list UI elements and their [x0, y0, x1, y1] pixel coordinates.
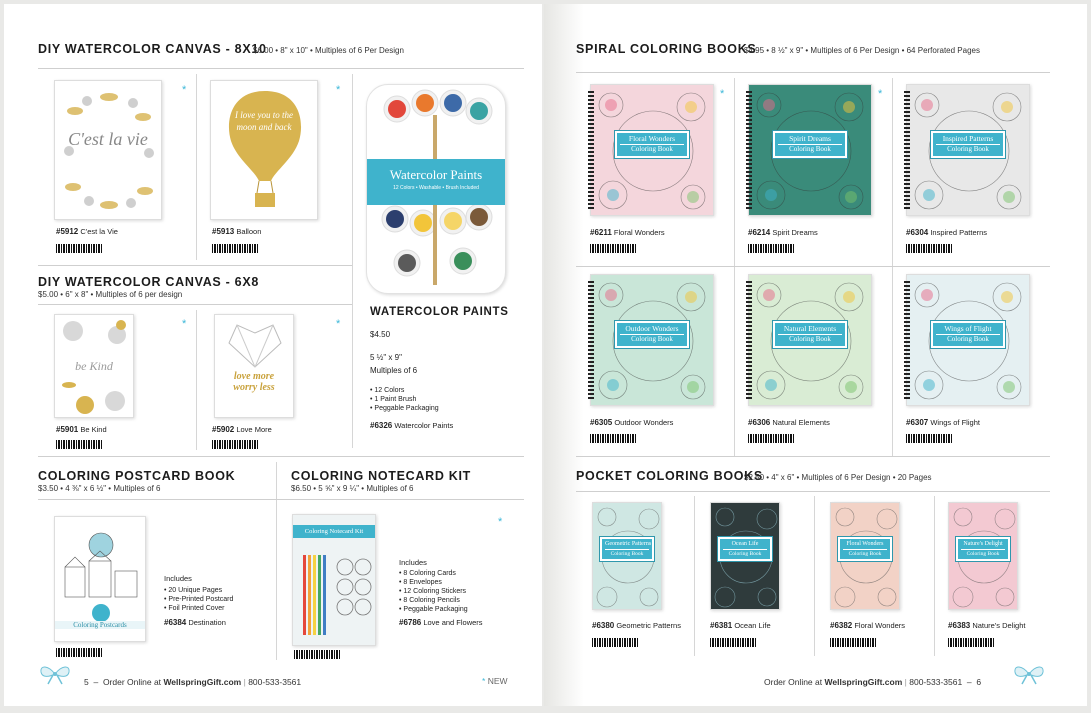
cover-title: Floral Wonders — [620, 135, 684, 145]
footer-new-legend — [482, 676, 508, 686]
feature-item: • Foil Printed Cover — [164, 604, 233, 613]
product-code-label — [906, 418, 980, 427]
product-code: #6382 — [830, 621, 853, 630]
product-name: Natural Elements — [772, 418, 830, 427]
paint-color — [470, 208, 488, 226]
product-image-6214[interactable] — [748, 84, 872, 216]
pocket-title: POCKET COLORING BOOKS — [576, 469, 763, 483]
divider — [38, 304, 352, 305]
cover-subtitle: Coloring Book — [631, 335, 673, 344]
divider — [934, 496, 935, 656]
feature-item: • Pre-Printed Postcard — [164, 595, 233, 604]
product-code: #6305 — [590, 418, 613, 427]
barcode — [212, 440, 258, 449]
product-name: C'est la Vie — [80, 227, 118, 236]
feature-item: • Peggable Packaging — [370, 404, 439, 413]
product-code: #6383 — [948, 621, 971, 630]
divider — [38, 456, 524, 457]
product-name: Floral Wonders — [854, 621, 906, 630]
barcode — [56, 244, 102, 253]
footer-dash: – — [93, 677, 99, 687]
barcode — [592, 638, 638, 647]
product-code-label — [590, 228, 665, 237]
paints-features — [370, 386, 439, 413]
cover-subtitle: Coloring Book — [610, 550, 644, 557]
product-code: #6384 — [164, 618, 187, 627]
feature-item: • 8 Envelopes — [399, 578, 468, 587]
product-name: Balloon — [236, 227, 262, 236]
left-page — [4, 4, 542, 706]
divider — [196, 310, 197, 450]
spiral-title: SPIRAL COLORING BOOKS — [576, 42, 757, 56]
product-code-label — [592, 621, 681, 630]
divider — [38, 499, 276, 500]
barcode — [748, 434, 794, 443]
cover-title: Natural Elements — [778, 325, 842, 335]
barcode — [590, 244, 636, 253]
product-image-6381[interactable] — [710, 502, 780, 610]
heart-art — [215, 315, 294, 418]
feature-item: • 8 Coloring Pencils — [399, 596, 468, 605]
product-code: #6306 — [748, 418, 771, 427]
divider — [196, 74, 197, 260]
canvas8-info: $6.00 • 8" x 10" • Multiples of 6 Per Design — [253, 46, 404, 55]
divider — [892, 78, 893, 456]
cover-subtitle: Coloring Book — [631, 145, 673, 154]
barcode — [294, 650, 340, 659]
product-image-6211[interactable] — [590, 84, 714, 216]
barcode — [948, 638, 994, 647]
postcard-info: $3.50 • 4 ⅜" x 6 ½" • Multiples of 6 — [38, 484, 161, 493]
footer-order-text: Order Online at — [102, 677, 162, 687]
cover-title: Geometric Patterns — [605, 541, 649, 550]
product-name: Destination — [188, 618, 226, 627]
cover-label — [931, 131, 1005, 158]
paint-color — [444, 212, 462, 230]
cover-label — [931, 321, 1005, 348]
product-code: #5913 — [212, 227, 235, 236]
divider — [576, 456, 1050, 457]
footer-left — [84, 677, 301, 687]
cover-title: Floral Wonders — [843, 541, 887, 550]
paints-label-sub: 12 Colors • Washable • Brush Included — [393, 185, 479, 191]
cover-label — [838, 537, 892, 561]
feature-item: • 20 Unique Pages — [164, 586, 233, 595]
divider — [814, 496, 815, 656]
product-name: Outdoor Wonders — [614, 418, 674, 427]
cover-title: Spirit Dreams — [778, 135, 842, 145]
barcode — [710, 638, 756, 647]
paint-color — [398, 254, 416, 272]
balloon-art — [211, 81, 318, 220]
postcard-includes-label: Includes — [164, 574, 192, 583]
new-star-icon: * — [878, 88, 883, 100]
postcard-art-title: Coloring Postcards — [55, 621, 145, 629]
canvas-art-text: love more worry less — [233, 371, 275, 393]
divider — [38, 68, 524, 69]
feature-item: • 12 Colors — [370, 386, 439, 395]
barcode — [590, 434, 636, 443]
pocket-info: $2.50 • 4" x 6" • Multiples of 6 Per Design • 20 Pages — [744, 473, 932, 482]
cover-subtitle: Coloring Book — [947, 335, 989, 344]
canvas-art-text: I love you to the moon and back — [235, 110, 293, 132]
product-code: #6786 — [399, 618, 422, 627]
new-star-icon: * — [182, 84, 187, 96]
product-code: #6211 — [590, 228, 612, 237]
divider — [276, 499, 524, 500]
cover-label — [718, 537, 772, 561]
divider — [734, 78, 735, 456]
bow-icon — [38, 663, 72, 685]
bow-icon — [1012, 663, 1046, 685]
product-code: #5902 — [212, 425, 235, 434]
footer-phone: 800-533-3561 — [909, 677, 963, 687]
product-code: #6214 — [748, 228, 771, 237]
new-star-icon: * — [720, 88, 725, 100]
page-number: 5 — [84, 677, 89, 687]
cover-title: Ocean Life — [723, 541, 767, 550]
product-image-6307[interactable] — [906, 274, 1030, 406]
cover-title: Inspired Patterns — [936, 135, 1000, 145]
paint-color — [444, 94, 462, 112]
paint-color — [388, 100, 406, 118]
product-code-label — [212, 227, 261, 236]
barcode — [906, 434, 952, 443]
product-code-label — [56, 227, 118, 236]
notecard-features — [399, 569, 468, 614]
new-star-icon: * — [336, 84, 341, 96]
canvas8-title: DIY WATERCOLOR CANVAS - 8X10 — [38, 42, 267, 56]
paints-price: $4.50 — [370, 330, 391, 339]
page-number: 6 — [976, 677, 982, 687]
new-star-icon: * — [482, 676, 486, 686]
divider — [694, 496, 695, 656]
cover-title: Nature's Delight — [961, 541, 1005, 550]
product-name: Geometric Patterns — [616, 621, 681, 630]
product-code-label — [370, 421, 453, 430]
product-code-label — [56, 425, 107, 434]
canvas6-info: $5.00 • 6" x 8" • Multiples of 6 per design — [38, 290, 183, 299]
divider — [38, 265, 352, 266]
product-image-6786[interactable] — [292, 514, 376, 646]
product-image-5902[interactable] — [214, 314, 294, 418]
divider — [576, 72, 1050, 73]
cover-subtitle: Coloring Book — [966, 550, 1000, 557]
product-code-label — [830, 621, 905, 630]
product-image-6380[interactable] — [592, 502, 662, 610]
product-code: #6307 — [906, 418, 929, 427]
footer-sep: | — [904, 677, 907, 687]
feature-item: • Peggable Packaging — [399, 605, 468, 614]
product-image-6304[interactable] — [906, 84, 1030, 216]
paint-color — [454, 252, 472, 270]
product-image-6306[interactable] — [748, 274, 872, 406]
footer-site-link[interactable]: WellspringGift.com — [824, 677, 903, 687]
feature-item: • 12 Coloring Stickers — [399, 587, 468, 596]
paint-color — [470, 102, 488, 120]
product-code-label — [399, 618, 483, 627]
product-image-5901[interactable] — [54, 314, 134, 418]
barcode — [212, 244, 258, 253]
new-star-icon: * — [182, 318, 187, 330]
footer-dash: – — [966, 677, 972, 687]
product-name: Ocean Life — [734, 621, 771, 630]
paint-color — [414, 214, 432, 232]
footer-site-link[interactable]: WellspringGift.com — [163, 677, 242, 687]
cover-subtitle: Coloring Book — [789, 145, 831, 154]
product-code: #6381 — [710, 621, 733, 630]
product-code-label — [906, 228, 987, 237]
paints-label — [367, 159, 505, 205]
footer-sep: | — [243, 677, 246, 687]
divider — [352, 74, 353, 448]
product-name: Watercolor Paints — [394, 421, 454, 430]
canvas6-title: DIY WATERCOLOR CANVAS - 6X8 — [38, 275, 260, 289]
postcard-features — [164, 586, 233, 613]
paints-label-title: Watercolor Paints — [389, 167, 483, 182]
notecard-art-title: Coloring Notecard Kit — [293, 525, 375, 538]
feature-item: • 1 Paint Brush — [370, 395, 439, 404]
paints-multiples: Multiples of 6 — [370, 366, 418, 375]
feature-item: • 8 Coloring Cards — [399, 569, 468, 578]
footer-right — [764, 677, 981, 687]
product-name: Be Kind — [80, 425, 107, 434]
spiral-info: $4.95 • 8 ½" x 9" • Multiples of 6 Per Design • 64 Perforated Pages — [744, 46, 980, 55]
product-name: Floral Wonders — [613, 228, 665, 237]
product-name: Love More — [236, 425, 272, 434]
canvas-art-text: be Kind — [75, 359, 113, 373]
product-code-label — [748, 228, 818, 237]
notecard-info: $6.50 • 5 ⅝" x 9 ¼" • Multiples of 6 — [291, 484, 414, 493]
product-name: Wings of Flight — [930, 418, 980, 427]
product-code-label — [948, 621, 1025, 630]
cover-label — [773, 131, 847, 158]
cover-label — [615, 321, 689, 348]
right-page — [544, 4, 1087, 706]
product-code-label — [748, 418, 830, 427]
product-code-label — [164, 618, 226, 627]
footer-order-text: Order Online at — [764, 677, 823, 687]
new-legend-label: NEW — [487, 676, 508, 686]
cover-subtitle: Coloring Book — [789, 335, 831, 344]
canvas-art — [55, 81, 162, 220]
notecard-includes-label: Includes — [399, 558, 427, 567]
barcode — [906, 244, 952, 253]
canvas-art-text: C'est la vie — [68, 129, 148, 149]
product-code: #5901 — [56, 425, 79, 434]
product-name: Inspired Patterns — [930, 228, 988, 237]
product-code: #6326 — [370, 421, 393, 430]
product-name: Love and Flowers — [423, 618, 483, 627]
barcode — [56, 648, 102, 657]
product-code-label — [710, 621, 771, 630]
barcode — [56, 440, 102, 449]
product-name: Nature's Delight — [972, 621, 1026, 630]
paints-size: 5 ½" x 9" — [370, 353, 402, 362]
product-image-6305[interactable] — [590, 274, 714, 406]
product-image-6383[interactable] — [948, 502, 1018, 610]
product-name: Spirit Dreams — [772, 228, 818, 237]
barcode — [748, 244, 794, 253]
new-star-icon[interactable]: * — [498, 516, 503, 528]
postcard-title: COLORING POSTCARD BOOK — [38, 469, 236, 483]
cover-label — [615, 131, 689, 158]
cover-label — [600, 537, 654, 561]
product-code-label — [212, 425, 272, 434]
notecard-title: COLORING NOTECARD KIT — [291, 469, 471, 483]
paint-color — [386, 210, 404, 228]
cover-subtitle: Coloring Book — [848, 550, 882, 557]
cover-title: Outdoor Wonders — [620, 325, 684, 335]
footer-phone: 800-533-3561 — [248, 677, 302, 687]
cover-title: Wings of Flight — [936, 325, 1000, 335]
barcode — [830, 638, 876, 647]
product-code: #6380 — [592, 621, 615, 630]
product-image-6382[interactable] — [830, 502, 900, 610]
cover-subtitle: Coloring Book — [947, 145, 989, 154]
cover-subtitle: Coloring Book — [728, 550, 762, 557]
divider — [576, 491, 1050, 492]
product-code-label — [590, 418, 673, 427]
paints-title: WATERCOLOR PAINTS — [370, 306, 509, 318]
product-image-6326[interactable] — [366, 84, 506, 294]
product-code: #6304 — [906, 228, 929, 237]
paint-color — [416, 94, 434, 112]
new-star-icon: * — [336, 318, 341, 330]
divider — [576, 266, 1050, 267]
product-image-5912[interactable] — [54, 80, 162, 220]
product-image-6384[interactable] — [54, 516, 146, 642]
cover-label — [956, 537, 1010, 561]
product-code: #5912 — [56, 227, 79, 236]
cover-label — [773, 321, 847, 348]
product-image-5913[interactable] — [210, 80, 318, 220]
divider — [276, 462, 277, 660]
